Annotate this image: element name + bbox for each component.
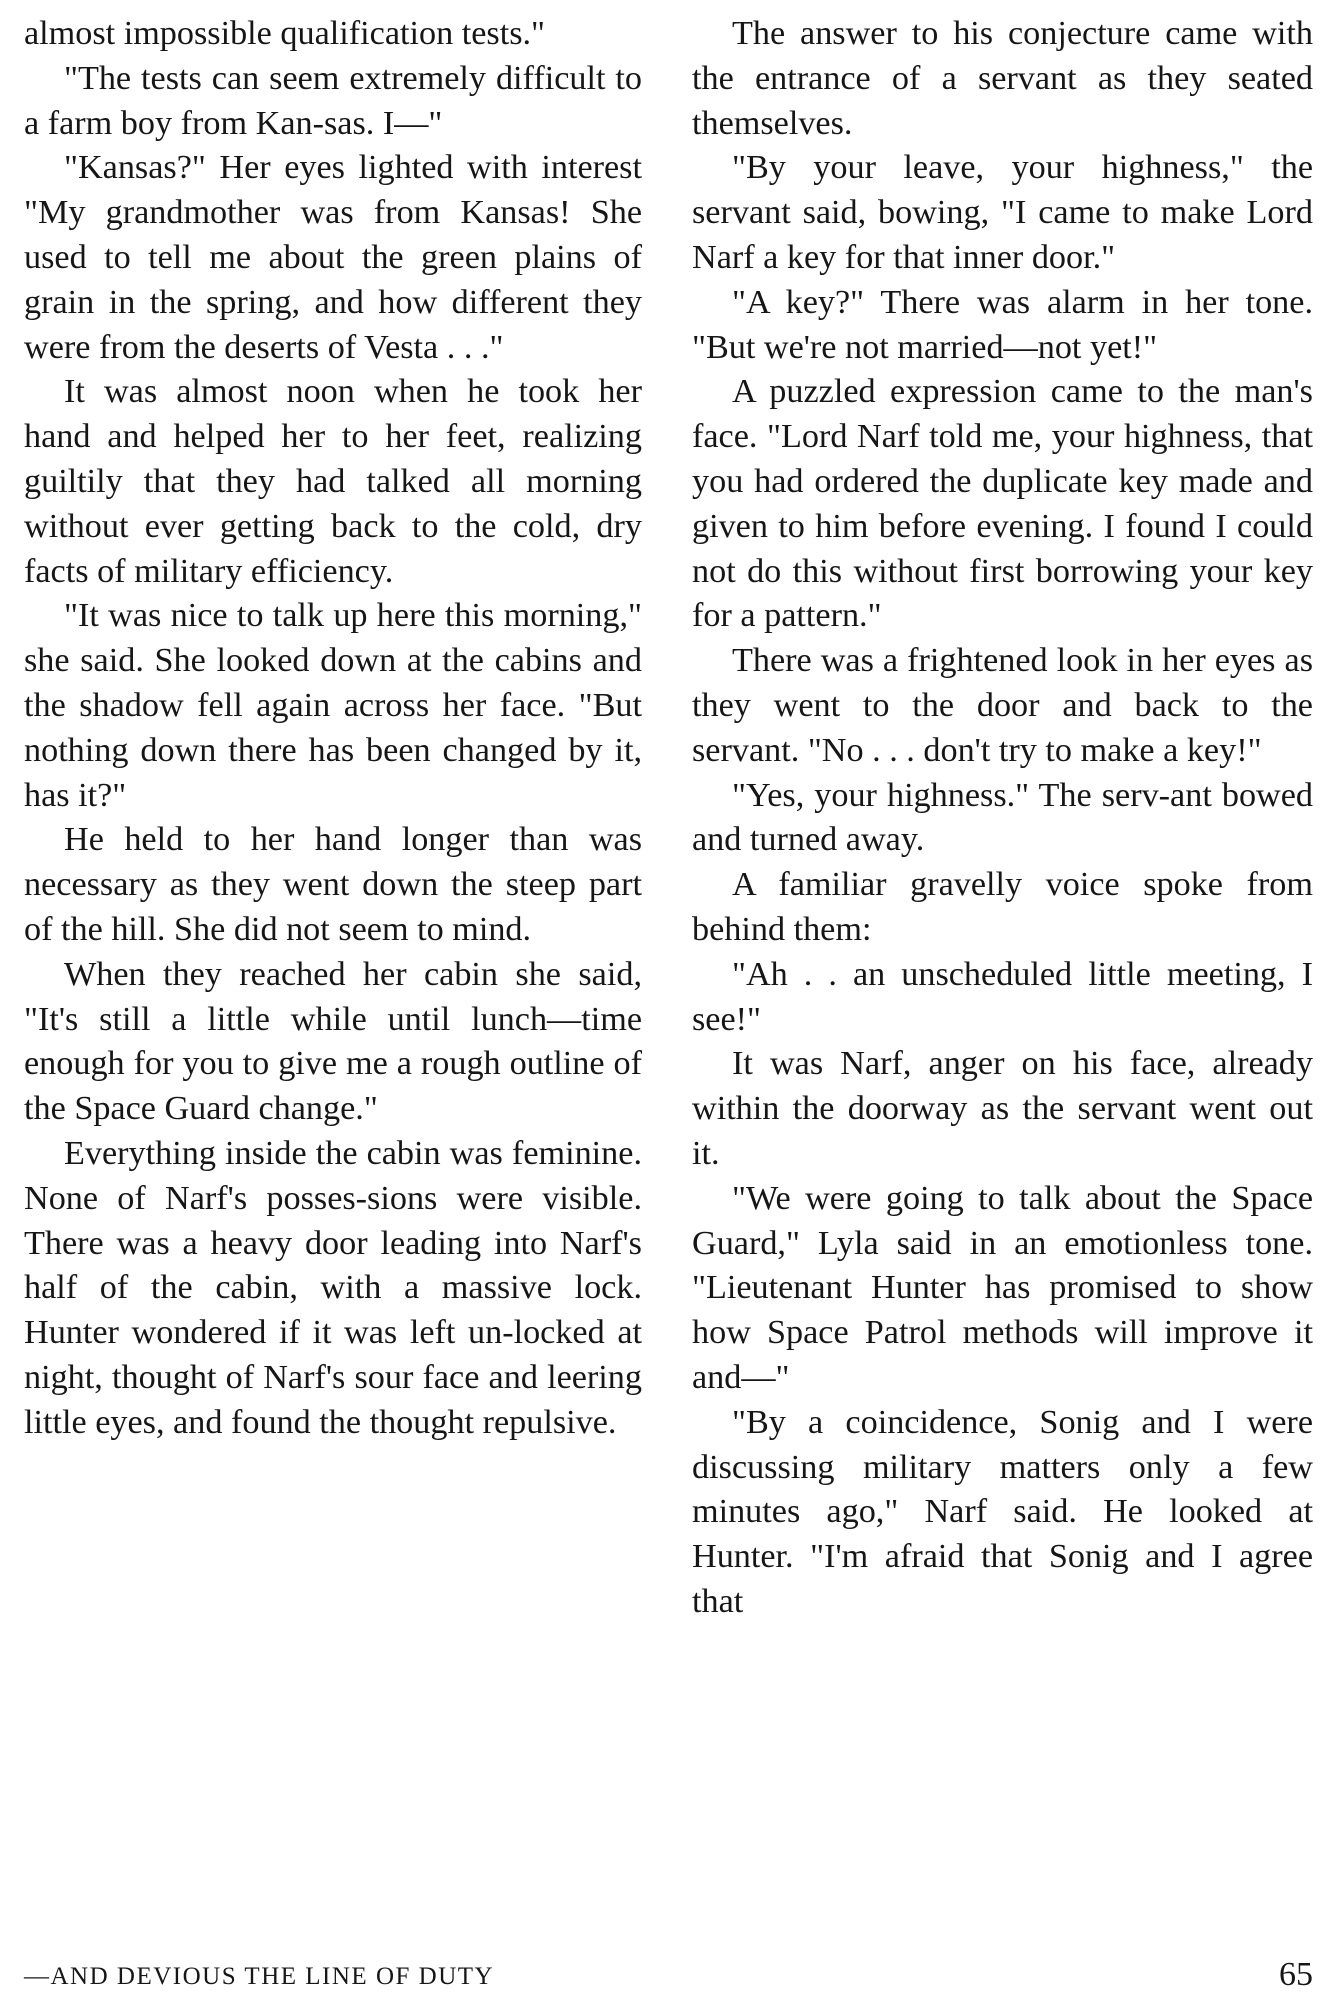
paragraph: It was almost noon when he took her hand and helped her to her feet, realizing guiltily that they had talked all morning without ever getting back to the cold, dry facts of military efficiency.: [24, 373, 642, 590]
paragraph: "We were going to talk about the Space Guard," Lyla said in an emotionless tone. "Lieutenant Hunter has promised to show how Space Patrol methods will improve it and—": [692, 1179, 1313, 1396]
paragraph: "Ah . . an unscheduled little meeting, I see!": [692, 955, 1313, 1038]
paragraph: "Kansas?" Her eyes lighted with interest "My grandmother was from Kansas! She used to tell me about the green plains of grain in the spring, and how different they were from the deserts of Vesta . . .": [24, 149, 642, 366]
paragraph: When they reached her cabin she said, "It's still a little while until lunch—time enough for you to give me a rough outline of the Space Guard change.": [24, 955, 642, 1128]
paragraph: "By your leave, your highness," the servant said, bowing, "I came to make Lord Narf a key for that inner door.": [692, 149, 1313, 276]
paragraph: "It was nice to talk up here this morning," she said. She looked down at the cabins and the shadow fell again across her face. "But nothing down there has been changed by it, has it?": [24, 597, 642, 814]
paragraph: A puzzled expression came to the man's face. "Lord Narf told me, your highness, that you had ordered the duplicate key made and given to him before evening. I found I could not do this without first borrowing your key for a pattern.": [692, 373, 1313, 635]
paragraph: He held to her hand longer than was necessary as they went down the steep part of the hill. She did not seem to mind.: [24, 821, 642, 948]
paragraph: A familiar gravelly voice spoke from behind them:: [692, 866, 1313, 948]
right-text-column: [692, 12, 1313, 1625]
page-number: 65: [1279, 1956, 1313, 1993]
running-footer-title: —AND DEVIOUS THE LINE OF DUTY: [24, 1963, 495, 1990]
paragraph: The answer to his conjecture came with the entrance of a servant as they seated themselves.: [692, 15, 1313, 142]
paragraph: "Yes, your highness." The serv-ant bowed and turned away.: [692, 776, 1313, 859]
paragraph: "The tests can seem extremely difficult to a farm boy from Kan-sas. I—": [24, 59, 642, 142]
paragraph: "A key?" There was alarm in her tone. "But we're not married—not yet!": [692, 283, 1313, 366]
paragraph: almost impossible qualification tests.": [24, 15, 546, 52]
paragraph: It was Narf, anger on his face, already within the doorway as the servant went out it.: [692, 1045, 1313, 1172]
paragraph: "By a coincidence, Sonig and I were discussing military matters only a few minutes ago," Narf said. He looked at Hunter. "I'm afraid that Sonig and I agree that: [692, 1403, 1313, 1620]
left-text-column: [24, 12, 642, 1446]
paragraph: Everything inside the cabin was feminine. None of Narf's posses-sions were visible. There was a heavy door leading into Narf's half of the cabin, with a massive lock. Hunter wondered if it was left un-locked at night, thought of Narf's sour face and leering little eyes, and found the thought repulsive.: [24, 1134, 642, 1441]
paragraph: There was a frightened look in her eyes as they went to the door and back to the servant. "No . . . don't try to make a key!": [692, 642, 1313, 769]
